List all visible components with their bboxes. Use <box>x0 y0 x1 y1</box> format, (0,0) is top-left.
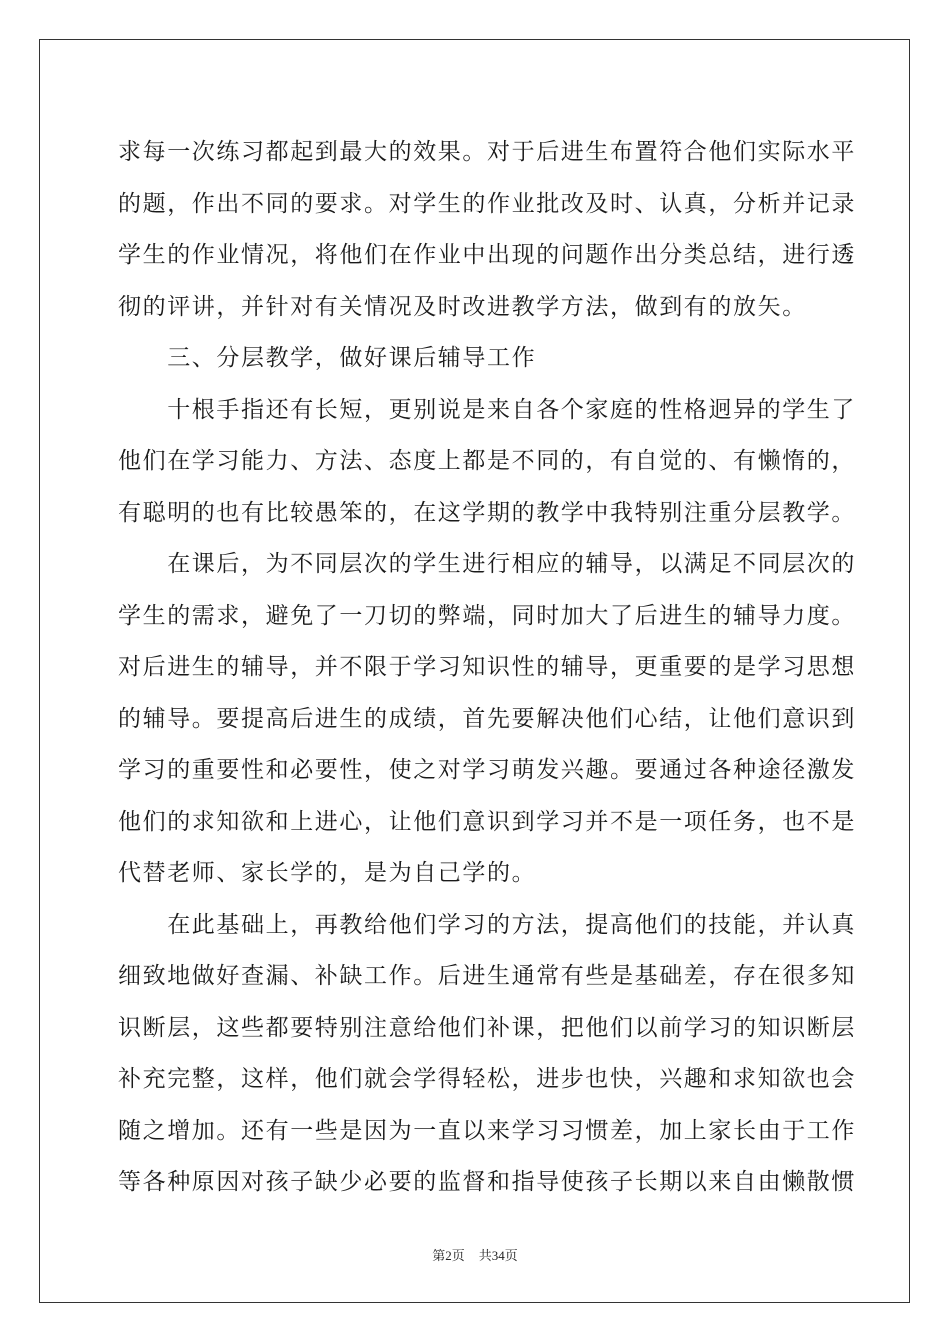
text-line: 细致地做好查漏、补缺工作。后进生通常有些是基础差，存在很多知 <box>118 963 856 989</box>
text-line: 学习的重要性和必要性，使之对学习萌发兴趣。要通过各种途径激发 <box>118 757 856 783</box>
text-line: 有聪明的也有比较愚笨的，在这学期的教学中我特别注重分层教学。 <box>118 499 856 526</box>
page-total: 共34页 <box>478 1248 518 1263</box>
text-line: 代替老师、家长学的，是为自己学的。 <box>118 860 537 886</box>
text-line: 他们在学习能力、方法、态度上都是不同的，有自觉的、有懒惰的， <box>118 448 856 474</box>
text-line: 十根手指还有长短，更别说是来自各个家庭的性格迥异的学生了 <box>118 396 856 423</box>
page-number: 第2页 <box>432 1248 465 1263</box>
text-line: 在课后，为不同层次的学生进行相应的辅导，以满足不同层次的 <box>118 551 856 577</box>
text-line: 学生的需求，避免了一刀切的弊端，同时加大了后进生的辅导力度。 <box>118 602 856 629</box>
page-footer <box>0 1245 950 1264</box>
text-line: 求每一次练习都起到最大的效果。对于后进生布置符合他们实际水平 <box>118 139 856 165</box>
text-line: 的题，作出不同的要求。对学生的作业批改及时、认真，分析并记录 <box>118 190 856 217</box>
text-line: 补充完整，这样，他们就会学得轻松，进步也快，兴趣和求知欲也会 <box>118 1066 856 1092</box>
section-heading: 三、分层教学，做好课后辅导工作 <box>118 345 537 371</box>
text-line: 彻的评讲，并针对有关情况及时改进教学方法，做到有的放矢。 <box>118 293 807 320</box>
text-line: 在此基础上，再教给他们学习的方法，提高他们的技能，并认真 <box>118 911 856 938</box>
text-line: 随之增加。还有一些是因为一直以来学习习惯差，加上家长由于工作 <box>118 1117 856 1144</box>
text-line: 识断层，这些都要特别注意给他们补课，把他们以前学习的知识断层 <box>118 1014 856 1041</box>
text-line: 的辅导。要提高后进生的成绩，首先要解决他们心结，让他们意识到 <box>118 705 856 732</box>
text-line: 对后进生的辅导，并不限于学习知识性的辅导，更重要的是学习思想 <box>118 654 856 680</box>
text-line: 等各种原因对孩子缺少必要的监督和指导使孩子长期以来自由懒散惯 <box>118 1169 856 1195</box>
text-line: 他们的求知欲和上进心，让他们意识到学习并不是一项任务，也不是 <box>118 808 856 835</box>
text-line: 学生的作业情况，将他们在作业中出现的问题作出分类总结，进行透 <box>118 242 856 268</box>
document-body <box>118 127 856 1209</box>
